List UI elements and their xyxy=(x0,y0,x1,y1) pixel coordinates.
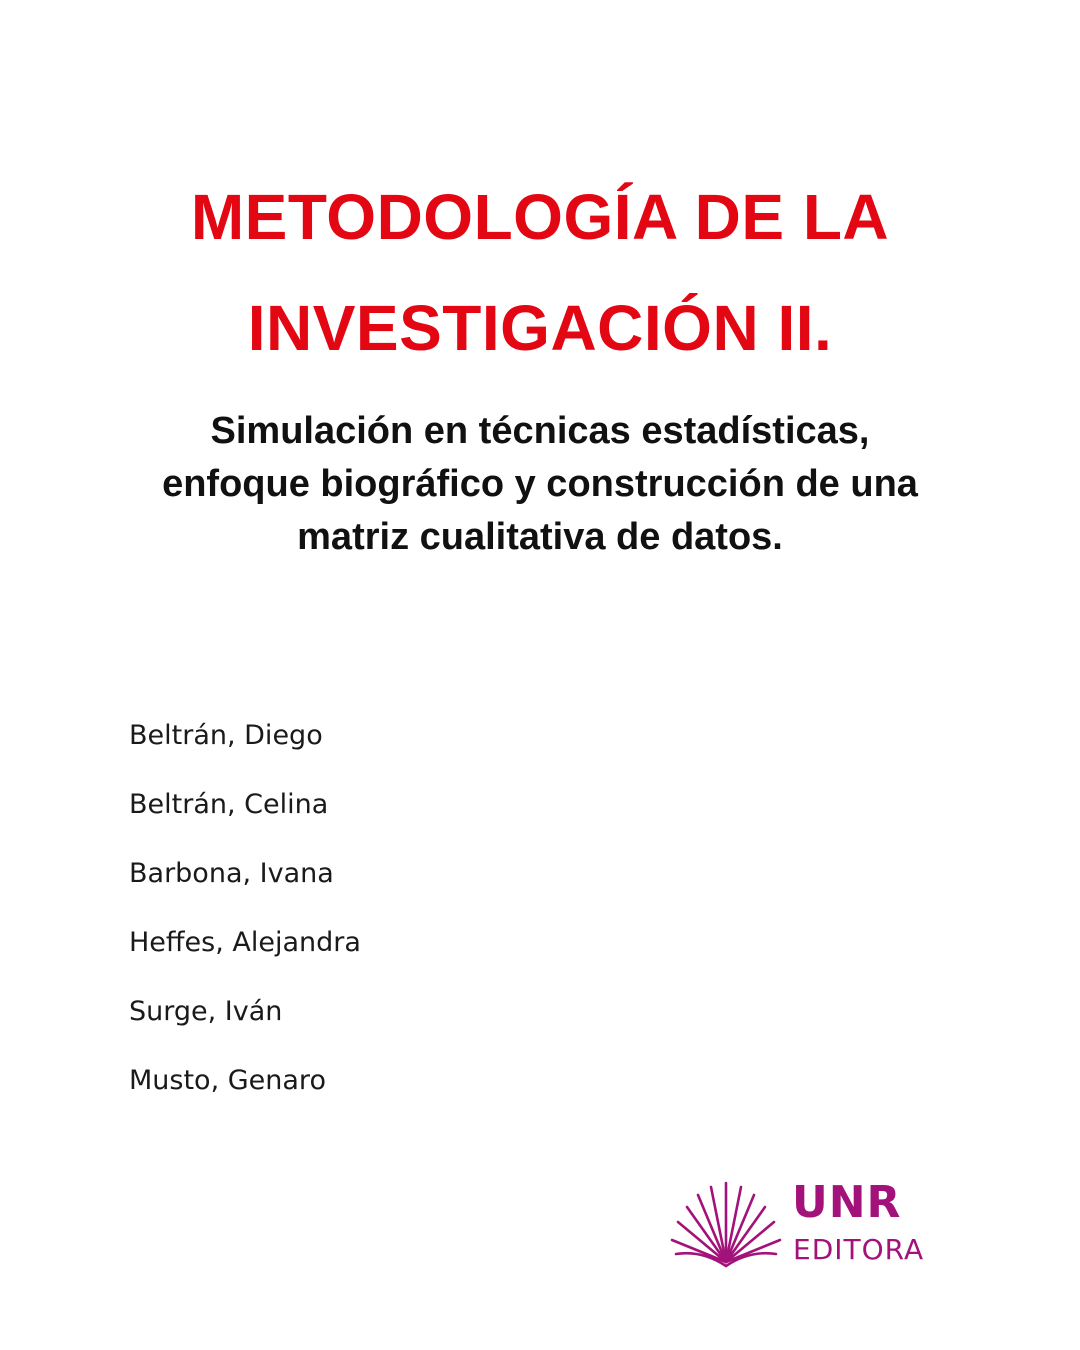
subtitle xyxy=(90,405,990,564)
author-name: Musto, Genaro xyxy=(129,1065,326,1096)
publisher-logo xyxy=(668,1176,958,1276)
author-name: Barbona, Ivana xyxy=(129,858,334,889)
publisher-label: EDITORA xyxy=(793,1233,925,1266)
title-line-2: INVESTIGACIÓN II. xyxy=(247,292,833,364)
book-rays-icon xyxy=(668,1180,784,1276)
subtitle-line-3: matriz cualitativa de datos. xyxy=(297,516,783,558)
title-line-1: METODOLOGÍA DE LA xyxy=(190,181,890,253)
author-name: Beltrán, Diego xyxy=(129,720,323,751)
author-name: Beltrán, Celina xyxy=(129,789,329,820)
author-name: Surge, Iván xyxy=(129,996,283,1027)
subtitle-line-2: enfoque biográfico y construcción de una xyxy=(162,463,918,505)
publisher-name: UNR xyxy=(792,1177,902,1228)
author-list xyxy=(129,716,361,1130)
author-name: Heffes, Alejandra xyxy=(129,927,361,958)
subtitle-line-1: Simulación en técnicas estadísticas, xyxy=(210,410,870,452)
